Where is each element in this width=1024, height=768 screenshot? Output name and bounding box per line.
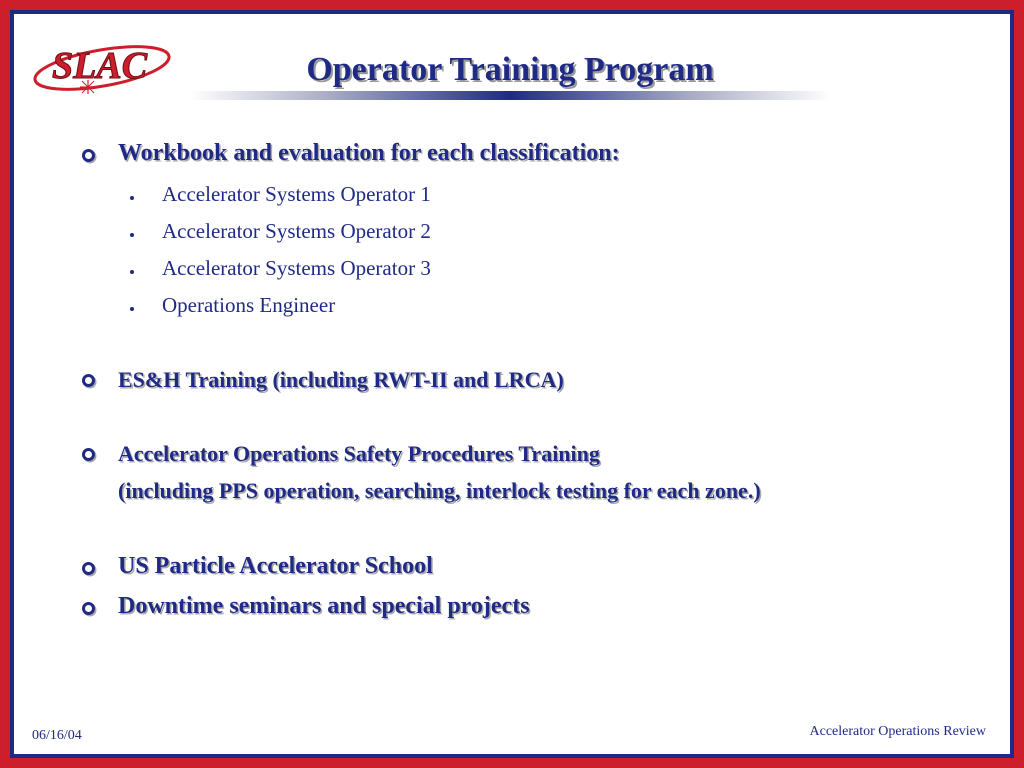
sub-bullet-marker: [130, 196, 134, 200]
bullet-marker: [82, 448, 95, 461]
bullet-marker: [82, 602, 95, 615]
bullet-marker: [82, 149, 95, 162]
sub-bullet-marker: [130, 233, 134, 237]
sub-bullet-aso3: Accelerator Systems Operator 3: [162, 256, 431, 280]
slide-title: Operator Training Program: [306, 51, 714, 88]
sub-bullet-marker: [130, 307, 134, 311]
footer-presentation-name: Accelerator Operations Review: [809, 724, 986, 739]
bullet-uspas: US Particle Accelerator School: [118, 553, 433, 579]
sub-bullet-ops-engineer: Operations Engineer: [162, 293, 336, 317]
sub-bullet-marker: [130, 270, 134, 274]
bullet-marker: [82, 374, 95, 387]
title-underline: [190, 91, 830, 100]
bullet-esh-training: ES&H Training (including RWT-II and LRCA): [118, 367, 564, 392]
sub-bullet-aso2: Accelerator Systems Operator 2: [162, 219, 431, 243]
bullet-safety-procedures: Accelerator Operations Safety Procedures Training: [118, 441, 600, 466]
sub-bullet-aso1: Accelerator Systems Operator 1: [162, 182, 431, 206]
bullet-workbook: Workbook and evaluation for each classification:: [118, 140, 620, 166]
slac-logo-text: SLAC: [52, 45, 148, 87]
bullet-marker: [82, 562, 95, 575]
bullet-safety-procedures-continuation: (including PPS operation, searching, interlock testing for each zone.): [118, 478, 761, 503]
slac-logo: [30, 34, 175, 96]
bullet-downtime-seminars: Downtime seminars and special projects: [118, 593, 530, 619]
footer-date: 06/16/04: [32, 728, 82, 743]
